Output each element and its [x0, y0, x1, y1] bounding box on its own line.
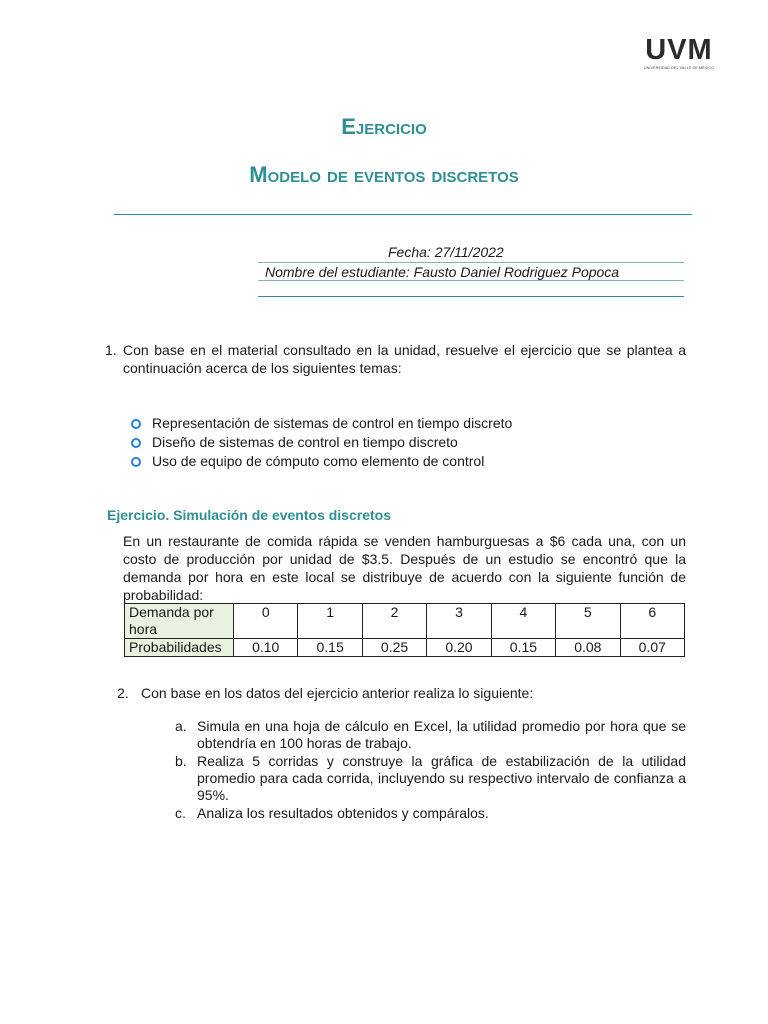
topic-item: Representación de sistemas de control en tiempo discreto: [131, 414, 512, 433]
date-field: Fecha: 27/11/2022: [388, 244, 504, 260]
section-text: En un restaurante de comida rápida se venden hamburguesas a $6 cada una, con un costo de producción por unidad de $3.5. Después de un estudio se encontró que la demanda por hora en este local se distribuye de acuerdo con la siguiente función de probabilidad:: [123, 533, 686, 603]
uvm-logo: [638, 36, 720, 70]
table-row: [125, 639, 685, 657]
probability-cell: 0.15: [298, 639, 362, 657]
circle-bullet-icon: [131, 457, 141, 467]
probability-header-cell: Probabilidades: [125, 639, 234, 657]
probability-cell: 0.07: [620, 639, 684, 657]
probability-cell: 0.25: [362, 639, 426, 657]
title-divider: [114, 214, 692, 215]
probability-table: [124, 603, 685, 657]
subitem-a-letter: a.: [175, 718, 187, 734]
probability-cell: 0.20: [427, 639, 491, 657]
topics-list: [131, 414, 512, 471]
demand-cell: 3: [427, 604, 491, 639]
logo-tagline: UNIVERSIDAD DEL VALLE DE MÉXICO: [644, 66, 714, 70]
section-heading: Ejercicio. Simulación de eventos discretos: [107, 507, 391, 523]
demand-cell: 0: [234, 604, 298, 639]
student-name-field: Nombre del estudiante: Fausto Daniel Rodriguez Popoca: [265, 264, 620, 280]
demand-cell: 4: [491, 604, 555, 639]
date-underline: [258, 262, 684, 263]
subitem-a-text: Simula en una hoja de cálculo en Excel, la utilidad promedio por hora que se obtendría en 100 horas de trabajo.: [197, 718, 686, 751]
demand-cell: 1: [298, 604, 362, 639]
demand-cell: 5: [556, 604, 620, 639]
demand-header-cell: Demanda por hora: [125, 604, 234, 639]
item-2-number: 2.: [117, 685, 129, 701]
table-row: [125, 604, 685, 639]
topic-item: Diseño de sistemas de control en tiempo discreto: [131, 433, 512, 452]
student-underline: [258, 280, 684, 281]
probability-cell: 0.10: [234, 639, 298, 657]
subitem-c-letter: c.: [175, 805, 186, 821]
item-2-text: Con base en los datos del ejercicio anterior realiza lo siguiente:: [141, 685, 534, 701]
topic-item: Uso de equipo de cómputo como elemento de control: [131, 452, 512, 471]
item-1-text: Con base en el material consultado en la unidad, resuelve el ejercicio que se plantea a continuación acerca de los siguientes temas:: [123, 342, 686, 376]
document-subtitle: Modelo de eventos discretos: [249, 162, 519, 187]
meta-divider: [258, 296, 684, 297]
subitem-c-text: Analiza los resultados obtenidos y compáralos.: [197, 805, 489, 821]
subitem-b-letter: b.: [175, 753, 187, 769]
document-title: Ejercicio: [341, 114, 427, 139]
circle-bullet-icon: [131, 419, 141, 429]
probability-cell: 0.08: [556, 639, 620, 657]
item-1-number: 1.: [105, 342, 117, 358]
probability-cell: 0.15: [491, 639, 555, 657]
demand-cell: 2: [362, 604, 426, 639]
circle-bullet-icon: [131, 438, 141, 448]
demand-cell: 6: [620, 604, 684, 639]
logo-mark: UVM: [645, 34, 713, 66]
subitem-b-text: Realiza 5 corridas y construye la gráfica de estabilización de la utilidad promedio para cada corrida, incluyendo su respectivo intervalo de confianza a 95%.: [197, 753, 686, 803]
